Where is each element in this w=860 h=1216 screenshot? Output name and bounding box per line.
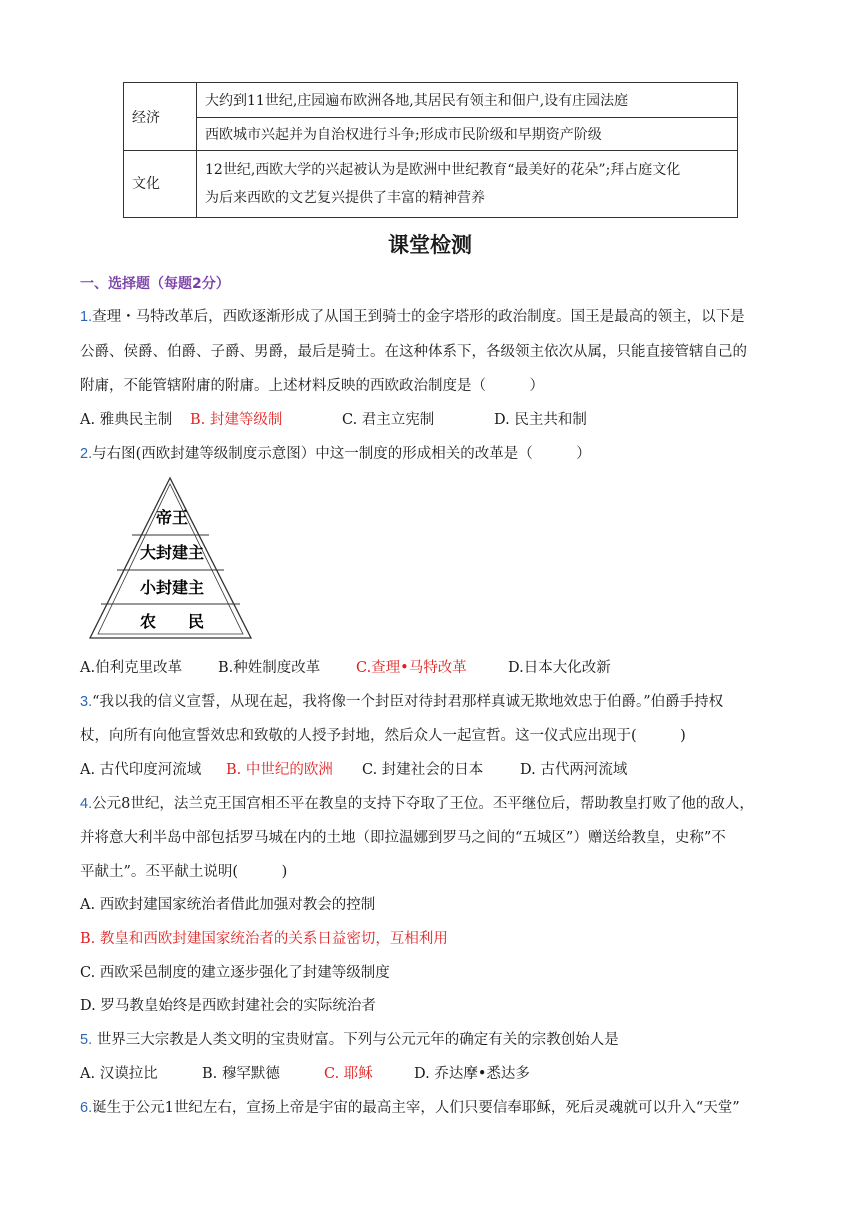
q2-text: 与右图(西欧封建等级制度示意图）中这一制度的形成相关的改革是（ ） bbox=[92, 446, 591, 462]
option-c[interactable]: C.查理•马特改革 bbox=[356, 660, 467, 676]
table-category: 文化 bbox=[124, 151, 197, 218]
table-category: 经济 bbox=[124, 83, 197, 151]
question-number: 2. bbox=[80, 446, 93, 462]
option-b[interactable]: B. 教皇和西欧封建国家统治者的关系日益密切，互相利用 bbox=[80, 931, 448, 947]
q1-line: 附庸，不能管辖附庸的附庸。上述材料反映的西欧政治制度是（ ） bbox=[80, 378, 544, 394]
question-number: 1. bbox=[80, 309, 93, 325]
option-d[interactable]: D. 民主共和制 bbox=[494, 412, 587, 428]
option-a[interactable]: A. 雅典民主制 bbox=[80, 412, 173, 428]
option-a[interactable]: A.伯利克里改革 bbox=[80, 660, 183, 676]
q5-options bbox=[80, 1062, 780, 1083]
table-cell bbox=[197, 151, 738, 218]
table-cell-line: 12世纪,西欧大学的兴起被认为是欧洲中世纪教育“最美好的花朵”;拜占庭文化 bbox=[205, 162, 681, 178]
feudal-pyramid-diagram bbox=[88, 476, 253, 640]
option-d[interactable]: D. 古代两河流域 bbox=[520, 762, 628, 778]
table-cell: 西欧城市兴起并为自治权进行斗争;形成市民阶级和早期资产阶级 bbox=[197, 118, 738, 151]
option-c[interactable]: C. 君主立宪制 bbox=[342, 412, 435, 428]
option-a[interactable]: A. 古代印度河流域 bbox=[80, 762, 202, 778]
option-d[interactable]: D. 罗马教皇始终是西欧封建社会的实际统治者 bbox=[80, 998, 376, 1014]
section-heading: 一、选择题（每题2分） bbox=[80, 276, 230, 292]
option-d[interactable]: D. 乔达摩•悉达多 bbox=[414, 1066, 530, 1082]
q4-line bbox=[80, 792, 780, 813]
question-number: 3. bbox=[80, 694, 93, 710]
pyramid-level-4: 农 民 bbox=[139, 612, 205, 631]
q5-text: 世界三大宗教是人类文明的宝贵财富。下列与公元元年的确定有关的宗教创始人是 bbox=[92, 1032, 619, 1048]
pyramid-level-3: 小封建主 bbox=[139, 578, 205, 597]
q1-line bbox=[80, 305, 780, 326]
option-d[interactable]: D.日本大化改新 bbox=[508, 660, 611, 676]
summary-table bbox=[123, 82, 738, 218]
q4-text: 公元8世纪，法兰克王国宫相丕平在教皇的支持下夺取了王位。丕平继位后，帮助教皇打败了他的敌人， bbox=[92, 796, 754, 812]
q4-line: 并将意大利半岛中部包括罗马城在内的土地（即拉温娜到罗马之间的“五城区”）赠送给教皇，史称”不 bbox=[80, 830, 726, 846]
q1-text: 查理・马特改革后，西欧逐渐形成了从国王到骑士的金字塔形的政治制度。国王是最高的领主，以下是 bbox=[92, 309, 745, 325]
question-number: 6. bbox=[80, 1100, 93, 1116]
q3-options bbox=[80, 758, 780, 779]
q2-options bbox=[80, 656, 780, 677]
q3-line: 杖，向所有向他宣誓效忠和致敬的人授予封地，然后众人一起宣哲。这一仪式应出现于( ) bbox=[80, 728, 686, 744]
q6-line bbox=[80, 1096, 780, 1117]
page-title: 课堂检测 bbox=[388, 233, 472, 257]
option-c[interactable]: C. 封建社会的日本 bbox=[362, 762, 484, 778]
table-cell: 大约到11世纪,庄园遍布欧洲各地,其居民有领主和佃户,设有庄园法庭 bbox=[197, 83, 738, 118]
pyramid-level-1: 帝王 bbox=[155, 508, 189, 527]
q1-options bbox=[80, 408, 780, 429]
pyramid-level-2: 大封建主 bbox=[139, 543, 205, 562]
option-b[interactable]: B. 中世纪的欧洲 bbox=[226, 762, 333, 778]
table-cell-line: 为后来西欧的文艺复兴提供了丰富的精神营养 bbox=[205, 190, 485, 206]
option-b[interactable]: B. 封建等级制 bbox=[190, 412, 283, 428]
option-c[interactable]: C. 耶稣 bbox=[324, 1066, 373, 1082]
question-number: 5. bbox=[80, 1032, 93, 1048]
q3-line bbox=[80, 690, 780, 711]
q3-text: “我以我的信义宣誓，从现在起，我将像一个封臣对待封君那样真诚无欺地效忠于伯爵。”伯爵手持权 bbox=[92, 694, 724, 710]
question-number: 4. bbox=[80, 796, 93, 812]
option-c[interactable]: C. 西欧采邑制度的建立逐步强化了封建等级制度 bbox=[80, 965, 390, 981]
option-b[interactable]: B.种姓制度改革 bbox=[218, 660, 321, 676]
q2-line bbox=[80, 442, 780, 463]
option-a[interactable]: A. 汉谟拉比 bbox=[80, 1066, 158, 1082]
q1-line: 公爵、侯爵、伯爵、子爵、男爵，最后是骑士。在这种体系下，各级领主依次从属，只能直接管辖自己的 bbox=[80, 344, 747, 360]
option-b[interactable]: B. 穆罕默德 bbox=[202, 1066, 280, 1082]
q6-text: 诞生于公元1世纪左右，宣扬上帝是宇宙的最高主宰，人们只要信奉耶稣，死后灵魂就可以升入“天堂” bbox=[92, 1100, 740, 1116]
q5-line bbox=[80, 1028, 780, 1049]
q4-line: 平献土”。丕平献土说明( ) bbox=[80, 864, 288, 880]
option-a[interactable]: A. 西欧封建国家统治者借此加强对教会的控制 bbox=[80, 897, 376, 913]
